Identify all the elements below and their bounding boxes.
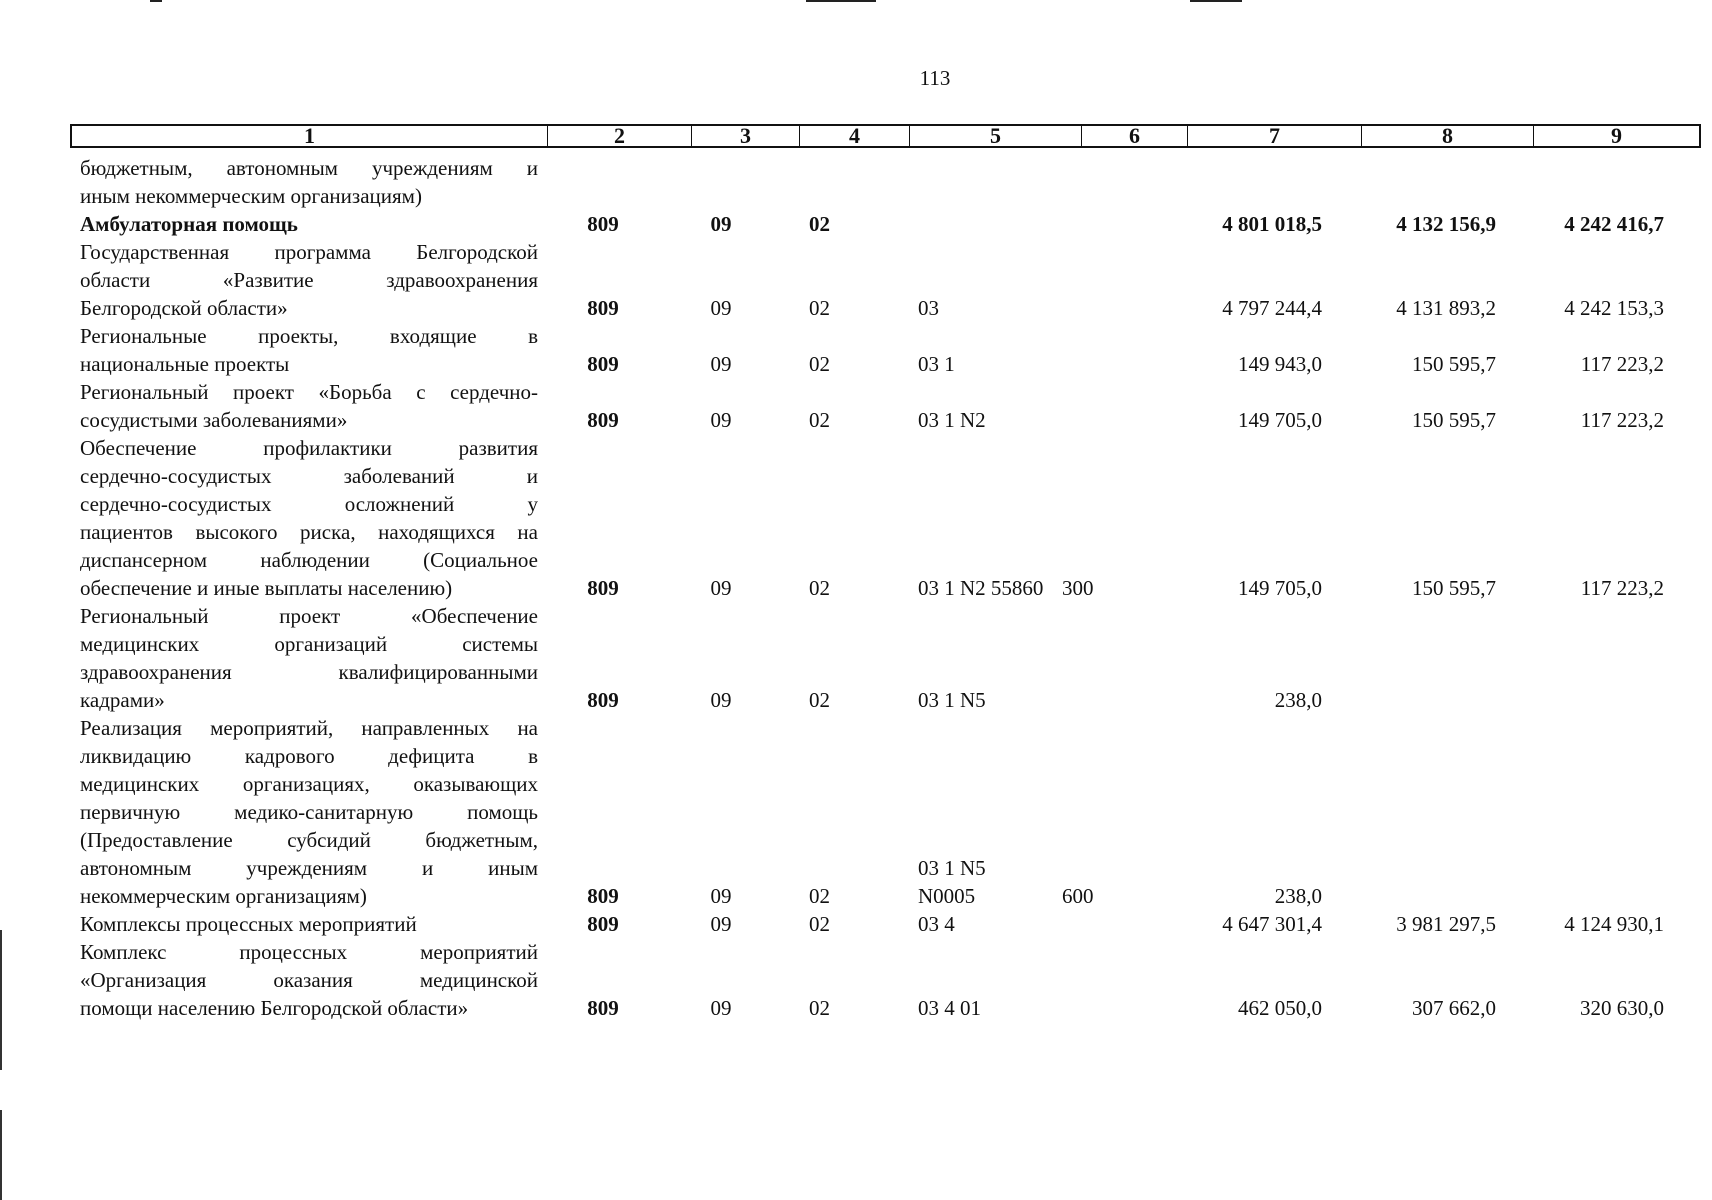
header-col-3: 3 <box>692 126 800 146</box>
description-line: национальные проекты <box>80 352 290 376</box>
row-description <box>80 154 538 210</box>
description-line: иным некоммерческим организациям) <box>80 184 422 208</box>
description-line: автономным учреждениям и иным <box>80 856 538 880</box>
description-line: пациентов высокого риска, находящихся на <box>80 520 538 544</box>
amount-year-3: 4 124 930,1 <box>1564 912 1664 936</box>
code-section: 09 <box>710 576 732 600</box>
amount-year-3: 117 223,2 <box>1580 576 1664 600</box>
table-row <box>80 434 1700 602</box>
description-line: сердечно-сосудистых заболеваний и <box>80 464 538 488</box>
scan-margin-line <box>0 930 2 1070</box>
amount-year-2: 150 595,7 <box>1412 408 1496 432</box>
description-line: бюджетным, автономным учреждениям и <box>80 156 538 180</box>
description-line: Амбулаторная помощь <box>80 212 298 236</box>
code-section: 09 <box>710 296 732 320</box>
code-subsection: 02 <box>809 212 830 236</box>
page-number: 113 <box>919 66 951 90</box>
code-subsection: 02 <box>809 884 830 908</box>
table-row <box>80 602 1700 714</box>
code-section: 09 <box>710 352 732 376</box>
description-line: области «Развитие здравоохранения <box>80 268 538 292</box>
code-target-article: 03 4 01 <box>918 996 981 1020</box>
code-subsection: 02 <box>809 912 830 936</box>
description-line: (Предоставление субсидий бюджетным, <box>80 828 538 852</box>
code-target-article: 03 1 N5 <box>918 688 986 712</box>
description-line: медицинских организаций системы <box>80 632 538 656</box>
code-subsection: 02 <box>809 688 830 712</box>
description-line: Государственная программа Белгородской <box>80 240 538 264</box>
code-target-article: 03 1 N2 55860 <box>918 576 1044 600</box>
code-ministry: 809 <box>587 352 619 376</box>
table-row <box>80 910 1700 938</box>
table-row <box>80 938 1700 1022</box>
description-line: Реализация мероприятий, направленных на <box>80 716 538 740</box>
scan-mark-top <box>150 0 162 2</box>
table-row <box>80 238 1700 322</box>
description-line: Региональный проект «Обеспечение <box>80 604 538 628</box>
amount-year-3: 320 630,0 <box>1580 996 1664 1020</box>
header-col-5: 5 <box>910 126 1082 146</box>
code-subsection: 02 <box>809 408 830 432</box>
description-line: Региональные проекты, входящие в <box>80 324 538 348</box>
amount-year-1: 4 647 301,4 <box>1222 912 1322 936</box>
amount-year-1: 462 050,0 <box>1238 996 1322 1020</box>
header-col-9: 9 <box>1611 123 1622 148</box>
amount-year-1: 149 943,0 <box>1238 352 1322 376</box>
amount-year-2: 307 662,0 <box>1412 996 1496 1020</box>
scan-mark-top <box>806 0 876 2</box>
code-ministry: 809 <box>587 212 619 236</box>
code-ministry: 809 <box>587 912 619 936</box>
code-section: 09 <box>710 688 732 712</box>
description-line: диспансерном наблюдении (Социальное <box>80 548 538 572</box>
header-col-4: 4 <box>800 126 910 146</box>
description-line: здравоохранения квалифицированными <box>80 660 538 684</box>
table-row <box>80 714 1700 910</box>
code-target-article: 03 1 N2 <box>918 408 986 432</box>
amount-year-3: 4 242 416,7 <box>1564 212 1664 236</box>
description-line: обеспечение и иные выплаты населению) <box>80 576 453 600</box>
header-col-1: 1 <box>72 126 548 146</box>
amount-year-1: 149 705,0 <box>1238 408 1322 432</box>
code-subsection: 02 <box>809 296 830 320</box>
code-subsection: 02 <box>809 576 830 600</box>
code-target-article: 03 1 N5 N0005 <box>918 856 986 908</box>
code-ministry: 809 <box>587 408 619 432</box>
description-line: Комплексы процессных мероприятий <box>80 912 417 936</box>
row-description <box>80 238 538 322</box>
scan-mark-top <box>1190 0 1242 2</box>
code-section: 09 <box>710 912 732 936</box>
amount-year-3: 4 242 153,3 <box>1564 296 1664 320</box>
code-expense-type: 300 <box>1062 576 1094 600</box>
description-line: Комплекс процессных мероприятий <box>80 940 538 964</box>
amount-year-2: 4 132 156,9 <box>1396 212 1496 236</box>
amount-year-1: 238,0 <box>1274 884 1322 908</box>
description-line: ликвидацию кадрового дефицита в <box>80 744 538 768</box>
code-subsection: 02 <box>809 352 830 376</box>
description-line: сосудистыми заболеваниями» <box>80 408 348 432</box>
table-row <box>80 378 1700 434</box>
header-col-8: 8 <box>1362 126 1534 146</box>
row-description <box>80 602 538 714</box>
amount-year-1: 4 797 244,4 <box>1222 296 1322 320</box>
code-target-article: 03 <box>918 296 939 320</box>
code-ministry: 809 <box>587 296 619 320</box>
table-body <box>80 154 1700 1022</box>
code-section: 09 <box>710 212 732 236</box>
header-col-2: 2 <box>548 126 692 146</box>
amount-year-3: 117 223,2 <box>1580 408 1664 432</box>
amount-year-2: 3 981 297,5 <box>1396 912 1496 936</box>
description-line: Региональный проект «Борьба с сердечно- <box>80 380 538 404</box>
row-description <box>80 714 538 910</box>
amount-year-2: 150 595,7 <box>1412 352 1496 376</box>
scan-margin-line <box>0 1110 2 1200</box>
code-target-article: 03 4 <box>918 912 955 936</box>
code-expense-type: 600 <box>1062 884 1094 908</box>
row-description <box>80 938 538 1022</box>
code-subsection: 02 <box>809 996 830 1020</box>
description-line: первичную медико-санитарную помощь <box>80 800 538 824</box>
row-description <box>80 434 538 602</box>
table-row <box>80 154 1700 210</box>
amount-year-1: 4 801 018,5 <box>1222 212 1322 236</box>
code-section: 09 <box>710 408 732 432</box>
code-ministry: 809 <box>587 884 619 908</box>
description-line: медицинских организациях, оказывающих <box>80 772 538 796</box>
description-line: помощи населению Белгородской области» <box>80 996 469 1020</box>
amount-year-1: 149 705,0 <box>1238 576 1322 600</box>
table-row <box>80 210 1700 238</box>
description-line: кадрами» <box>80 688 165 712</box>
code-ministry: 809 <box>587 688 619 712</box>
amount-year-1: 238,0 <box>1274 688 1322 712</box>
description-line: некоммерческим организациям) <box>80 884 367 908</box>
row-description <box>80 322 538 378</box>
description-line: «Организация оказания медицинской <box>80 968 538 992</box>
amount-year-2: 150 595,7 <box>1412 576 1496 600</box>
row-description <box>80 210 538 238</box>
code-ministry: 809 <box>587 996 619 1020</box>
code-ministry: 809 <box>587 576 619 600</box>
code-section: 09 <box>710 996 732 1020</box>
row-description <box>80 378 538 434</box>
description-line: Обеспечение профилактики развития <box>80 436 538 460</box>
amount-year-2: 4 131 893,2 <box>1396 296 1496 320</box>
code-section: 09 <box>710 884 732 908</box>
header-col-6: 6 <box>1082 126 1188 146</box>
code-target-article: 03 1 <box>918 352 955 376</box>
description-line: сердечно-сосудистых осложнений у <box>80 492 538 516</box>
header-col-7: 7 <box>1188 126 1362 146</box>
table-row <box>80 322 1700 378</box>
amount-year-3: 117 223,2 <box>1580 352 1664 376</box>
row-description <box>80 910 538 938</box>
table-header <box>70 124 1701 148</box>
description-line: Белгородской области» <box>80 296 288 320</box>
